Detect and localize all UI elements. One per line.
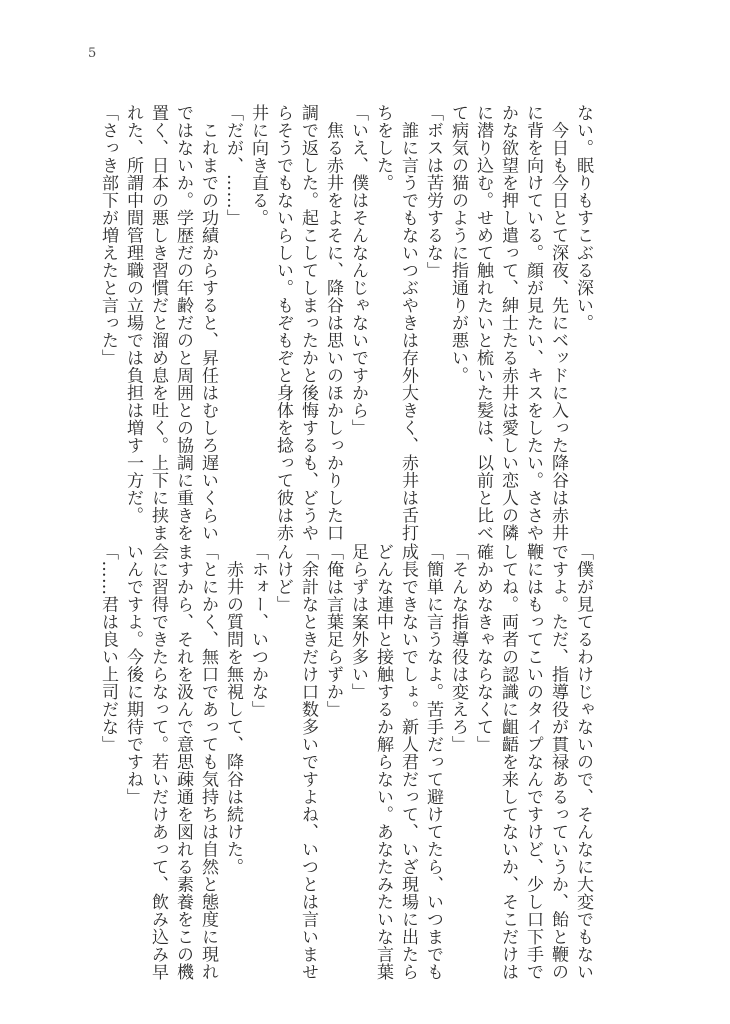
text-line: ですよ。ただ、指導役が貫禄あるっていうか、飴と鞭の	[548, 543, 568, 981]
text-line: してね。両者の認識に齟齬を来してないか、そこだけは	[498, 543, 518, 981]
page-number: 5	[88, 46, 97, 61]
text-line: 「だが、……」	[223, 104, 243, 227]
text-line: 「簡単に言うなよ。苦手だって避けてたら、いつまでも	[423, 543, 443, 981]
text-line: 会に習得できたらなって。若いだけあって、飲み込み早	[148, 543, 168, 981]
text-line: 「さっき部下が増えたと言った」	[98, 104, 118, 367]
text-line: 「とにかく、無口であっても気持ちは自然と態度に現れ	[198, 543, 218, 981]
text-line: ますから、それを汲んで意思疎通を図れる素養をこの機	[173, 543, 193, 981]
text-line: らそうでもないらしい。もぞもぞと身体を捻って彼は赤	[273, 104, 293, 542]
text-line: 確かめなきゃならなくて」	[473, 543, 493, 753]
text-line: んけど」	[273, 543, 293, 613]
text-line: ちをした。	[373, 104, 393, 192]
text-line: これまでの功績からすると、昇任はむしろ遅いくらい	[198, 104, 218, 542]
text-line: ない。眠りもすこぶる深い。	[573, 104, 593, 332]
text-line: 置く、日本の悪しき習慣だと溜め息を吐く。上下に挟ま	[148, 104, 168, 542]
text-line: 赤井の質問を無視して、降谷は続けた。	[223, 543, 243, 876]
text-line: 「余計なときだけ口数多いですよね、いつとは言いませ	[298, 543, 318, 981]
text-line: に背を向けている。顔が見たい、キスをしたい。ささや	[523, 104, 543, 542]
text-line: 「そんな指導役は変えろ」	[448, 543, 468, 753]
text-line: 誰に言うでもないつぶやきは存外大きく、赤井は舌打	[398, 104, 418, 542]
text-line: 「僕が見てるわけじゃないので、そんなに大変でもない	[573, 543, 593, 981]
text-line: 井に向き直る。	[248, 104, 268, 227]
text-line: 今日も今日とて深夜、先にベッドに入った降谷は赤井	[548, 104, 568, 542]
text-block-upper	[95, 104, 595, 542]
text-line: どんな連中と接触するか解らない。あなたみたいな言葉	[373, 543, 393, 981]
text-line: れた、所謂中間管理職の立場では負担は増す一方だ。	[123, 104, 143, 524]
text-line: 「ボスは苦労するな」	[423, 104, 443, 279]
text-line: 鞭にはもってこいのタイプなんですけど、少し口下手で	[523, 543, 543, 981]
text-line: かな欲望を押し遣って、紳士たる赤井は愛しい恋人の隣	[498, 104, 518, 542]
text-line: に潜り込む。せめて触れたいと梳いた髪は、以前と比べ	[473, 104, 493, 542]
text-line: 「……君は良い上司だな」	[98, 543, 118, 753]
text-line: 調で返した。起こしてしまったかと後悔するも、どうや	[298, 104, 318, 542]
text-line: 足らずは案外多い」	[348, 543, 368, 701]
text-line: 「ホォー、いつかな」	[248, 543, 268, 718]
text-line: ではないか。学歴だの年齢だのと周囲との協調に重きを	[173, 104, 193, 542]
text-line: いんですよ。今後に期待ですね」	[123, 543, 143, 806]
text-line: 成長できないでしょ。新人君だって、いざ現場に出たら	[398, 543, 418, 981]
text-line: 焦る赤井をよそに、降谷は思いのほかしっかりした口	[323, 104, 343, 542]
text-line: て病気の猫のように指通りが悪い。	[448, 104, 468, 384]
text-line: 「いえ、僕はそんなんじゃないですから」	[348, 104, 368, 437]
text-block-lower	[95, 543, 595, 981]
text-line: 「俺は言葉足らずか」	[323, 543, 343, 718]
